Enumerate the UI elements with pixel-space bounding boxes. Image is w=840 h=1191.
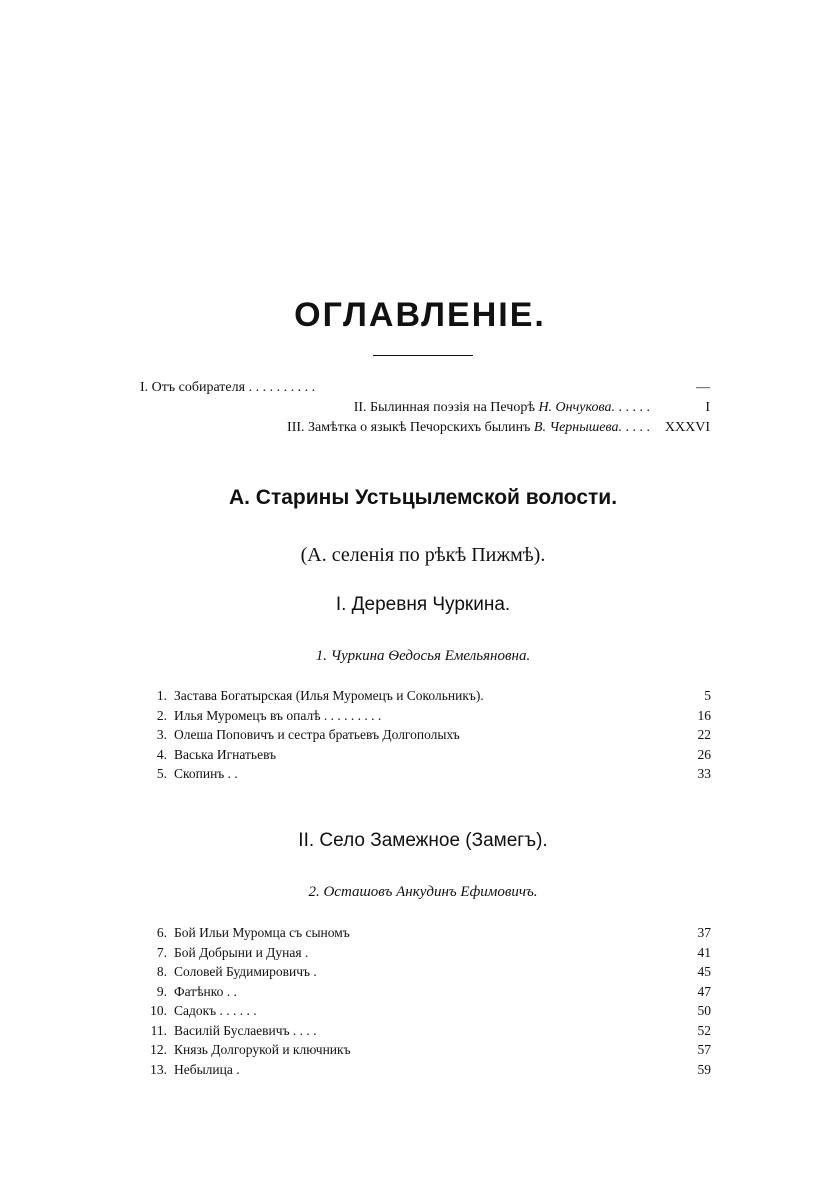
front-matter-label-text: II. Былинная поэзія на Печорѣ xyxy=(353,400,539,415)
entry-number: 4. xyxy=(156,746,167,762)
front-matter-row xyxy=(140,378,710,398)
entry-page: 47 xyxy=(697,983,711,999)
entry-number: 9. xyxy=(156,983,167,999)
toc-entry xyxy=(145,1021,711,1041)
toc-entry xyxy=(145,1060,711,1080)
entry-page: 50 xyxy=(697,1003,711,1018)
entry-number: 3. xyxy=(156,727,167,742)
toc-entry xyxy=(145,764,711,784)
front-matter-label: I. Отъ собирателя . . . . . . . . . . xyxy=(140,380,316,395)
front-matter-label xyxy=(145,418,650,438)
entry-page: 45 xyxy=(697,964,711,979)
front-matter-label-text: III. Замѣтка о языкѣ Печорскихъ былинъ xyxy=(287,420,534,435)
section-subheading: (А. селенія по рѣкѣ Пижмѣ). xyxy=(300,544,546,566)
toc-list xyxy=(145,686,711,784)
entry-number: 11. xyxy=(150,1022,167,1038)
page-title: ОГЛАВЛЕНIЕ. xyxy=(294,296,546,334)
entry-title: Василій Буслаевичъ . . . . xyxy=(174,1022,317,1038)
entry-title: Бой Ильи Муромца съ сыномъ xyxy=(174,925,350,940)
entry-page: 59 xyxy=(697,1061,711,1077)
toc-entry xyxy=(145,1040,711,1060)
village-heading: I. Деревня Чуркина. xyxy=(335,594,511,615)
front-matter-leader: . . . . xyxy=(622,420,650,435)
entry-page: 52 xyxy=(697,1022,711,1038)
toc-entry xyxy=(145,962,711,982)
toc-entry xyxy=(145,686,711,706)
title-divider xyxy=(373,355,473,357)
section-heading: А. Старины Устьцылемской волости. xyxy=(228,486,618,509)
entry-title: Небылица . xyxy=(174,1061,240,1077)
entry-page: 57 xyxy=(697,1042,711,1057)
entry-page: 26 xyxy=(697,746,711,762)
entry-number: 12. xyxy=(150,1042,167,1057)
entry-title: Олеша Поповичъ и сестра братьевъ Долгополыхъ xyxy=(174,727,460,742)
toc-entry xyxy=(145,706,711,726)
entry-page: 41 xyxy=(697,944,711,960)
entry-number: 7. xyxy=(156,944,167,960)
front-matter-leader: . . . . . xyxy=(615,400,650,415)
entry-title: Илья Муромецъ въ опалѣ . . . . . . . . . xyxy=(174,707,382,723)
toc-entry xyxy=(145,745,711,765)
front-matter-page: I xyxy=(705,400,710,415)
toc-entry xyxy=(145,1001,711,1021)
entry-title: Фатѣнко . . xyxy=(174,983,237,999)
singer-heading: 1. Чуркина Ѳедосья Емельяновна. xyxy=(315,648,531,664)
toc-list xyxy=(145,923,711,1079)
front-matter-label xyxy=(145,398,650,418)
singer-heading: 2. Осташовъ Анкудинъ Ефимовичъ. xyxy=(308,884,538,900)
front-matter-author: В. Чернышева. xyxy=(533,420,622,435)
entry-number: 2. xyxy=(156,707,167,723)
front-matter-page: XXXVI xyxy=(664,420,710,435)
entry-page: 5 xyxy=(704,688,711,703)
toc-entry xyxy=(145,725,711,745)
entry-page: 16 xyxy=(697,707,711,723)
village-heading: II. Село Замежное (Замегъ). xyxy=(298,830,548,851)
front-matter-page: — xyxy=(696,380,710,395)
front-matter-row xyxy=(140,398,710,418)
entry-title: Застава Богатырская (Илья Муромецъ и Сокольникъ). xyxy=(174,688,484,703)
front-matter-author: Н. Ончукова. xyxy=(538,400,615,415)
entry-page: 33 xyxy=(697,766,711,781)
entry-number: 5. xyxy=(156,766,167,781)
entry-number: 8. xyxy=(156,964,167,979)
toc-entry xyxy=(145,982,711,1002)
entry-title: Бой Добрыни и Дуная . xyxy=(174,944,309,960)
entry-number: 1. xyxy=(156,688,167,703)
entry-title: Соловей Будимировичъ . xyxy=(174,964,317,979)
toc-entry xyxy=(145,943,711,963)
entry-page: 22 xyxy=(697,727,711,742)
entry-page: 37 xyxy=(697,925,711,940)
entry-title: Садокъ . . . . . . xyxy=(174,1003,257,1018)
entry-title: Князь Долгорукой и ключникъ xyxy=(174,1042,351,1057)
entry-title: Васька Игнатьевъ xyxy=(174,746,277,762)
toc-entry xyxy=(145,923,711,943)
front-matter-row xyxy=(140,418,710,438)
entry-number: 6. xyxy=(156,925,167,940)
entry-number: 13. xyxy=(150,1061,167,1077)
entry-number: 10. xyxy=(150,1003,167,1018)
entry-title: Скопинъ . . xyxy=(174,766,238,781)
